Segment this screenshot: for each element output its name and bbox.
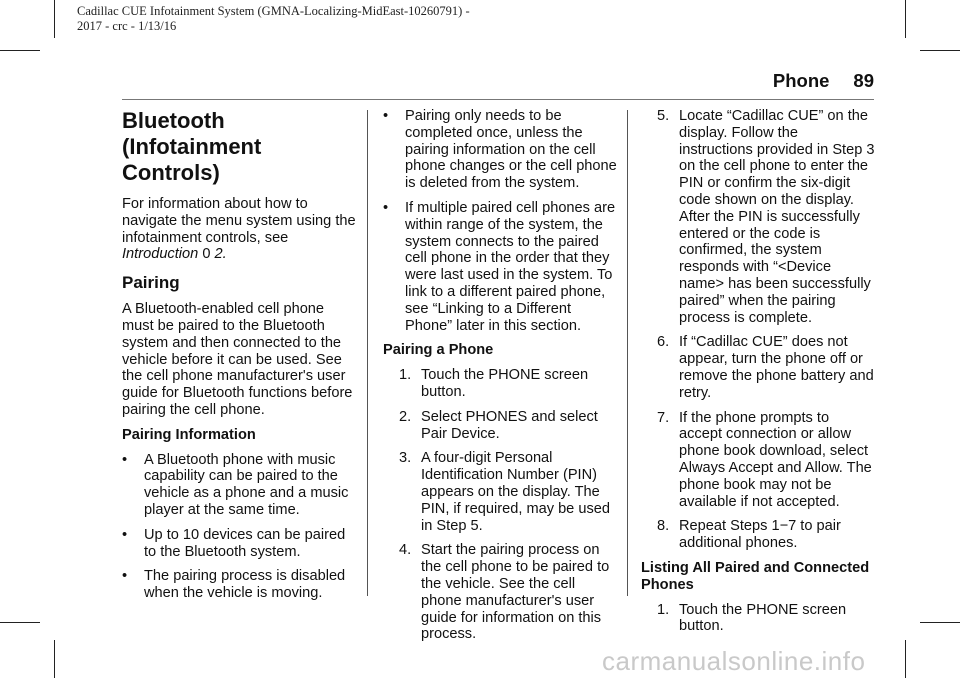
crop-mark <box>0 50 40 51</box>
column-2 <box>383 108 619 651</box>
page-title: Bluetooth (Infotainment Controls) <box>122 108 262 185</box>
intro-text: For information about how to navigate the menu system using the infotainment controls, see <box>122 196 356 246</box>
bullet-icon: • <box>383 108 389 124</box>
numbered-step: 7. If the phone prompts to accept connection or allow phone book download, select Always Accept and Allow. The phone book may not be available if not accepted. <box>657 409 872 510</box>
page-number: 89 <box>853 70 874 91</box>
numbered-step: 3. A four-digit Personal Identification Number (PIN) appears on the display. The PIN, if required, may be used in Step 5. <box>399 450 610 534</box>
step-number: 4. <box>399 542 412 559</box>
watermark: carmanualsonline.info <box>602 646 866 676</box>
numbered-step: 1. Touch the PHONE screen button. <box>399 367 589 400</box>
step-number: 3. <box>399 450 412 467</box>
subheading-pairing-information: Pairing Information <box>122 426 256 443</box>
list-item: • The pairing process is disabled when the vehicle is moving. <box>122 568 346 602</box>
numbered-step: 1. Touch the PHONE screen button. <box>657 601 847 635</box>
bullet-icon: • <box>383 199 389 216</box>
column-1 <box>122 108 358 610</box>
numbered-step: 8. Repeat Steps 1−7 to pair additional phones. <box>657 518 841 552</box>
intro-reference-link[interactable]: Introduction 0 2. <box>122 246 227 263</box>
numbered-step: 6. If “Cadillac CUE” does not appear, turn the phone off or remove the phone battery and retry. <box>657 334 874 401</box>
metadata-line: 2017 - crc - 1/13/16 <box>77 19 177 33</box>
list-item: • Up to 10 devices can be paired to the Bluetooth system. <box>122 526 346 560</box>
column-divider <box>627 110 628 596</box>
column-3 <box>641 108 875 643</box>
header-rule <box>122 99 874 100</box>
step-number: 1. <box>399 367 412 384</box>
pairing-paragraph: A Bluetooth-enabled cell phone must be paired to the Bluetooth system and then connected to the vehicle before it can be used. See the cell phone manufacturer's user guide for Bluetooth functions before pairing the cell phone. <box>122 301 353 418</box>
page-reference-icon: 0 <box>202 246 211 263</box>
crop-mark <box>54 640 55 678</box>
bullet-icon: • <box>122 526 128 543</box>
metadata-line: Cadillac CUE Infotainment System (GMNA-Localizing-MidEast-10260791) - <box>77 4 470 18</box>
numbered-step: 5. Locate “Cadillac CUE” on the display. Follow the instructions provided in Step 3 on the cell phone to enter the PIN or confirm the six-digit code shown on the display. After the PIN is successfully entered or the code is confirmed, the system responds with “<Device name> has been successfully paired” when the pairing process is complete. <box>657 108 875 326</box>
step-number: 8. <box>657 518 670 535</box>
crop-mark <box>905 0 906 38</box>
step-number: 1. <box>657 601 670 618</box>
bullet-icon: • <box>122 451 128 468</box>
crop-mark <box>905 640 906 678</box>
subheading-pairing-a-phone: Pairing a Phone <box>383 342 494 359</box>
subheading-listing-phones: Listing All Paired and Connected Phones <box>641 559 870 593</box>
numbered-step: 4. Start the pairing process on the cell phone to be paired to the vehicle. See the cell phone manufacturer's user guide for information on this process. <box>399 542 610 643</box>
bullet-icon: • <box>122 568 128 585</box>
section-heading-pairing: Pairing <box>122 273 180 293</box>
step-number: 2. <box>399 408 412 425</box>
crop-mark <box>54 0 55 38</box>
step-number: 6. <box>657 334 670 351</box>
document-metadata <box>77 4 470 34</box>
step-number: 5. <box>657 108 670 124</box>
step-number: 7. <box>657 409 670 426</box>
intro-paragraph <box>122 196 358 263</box>
running-head <box>773 70 874 92</box>
column-divider <box>367 110 368 596</box>
section-title: Phone <box>772 70 830 91</box>
crop-mark <box>920 50 960 51</box>
numbered-step: 2. Select PHONES and select Pair Device. <box>399 408 598 442</box>
list-item: • If multiple paired cell phones are within range of the system, the system connects to the paired cell phone in the order that they were last used in the system. To link to a different paired phone, see “Linking to a Different Phone” later in this section. <box>383 199 616 334</box>
list-item: • Pairing only needs to be completed once, unless the pairing information on the cell phone changes or the cell phone is deleted from the system. <box>383 108 617 192</box>
crop-mark <box>920 622 960 623</box>
crop-mark <box>0 622 40 623</box>
list-item: • A Bluetooth phone with music capability can be paired to the vehicle as a phone and a music player at the same time. <box>122 451 349 518</box>
